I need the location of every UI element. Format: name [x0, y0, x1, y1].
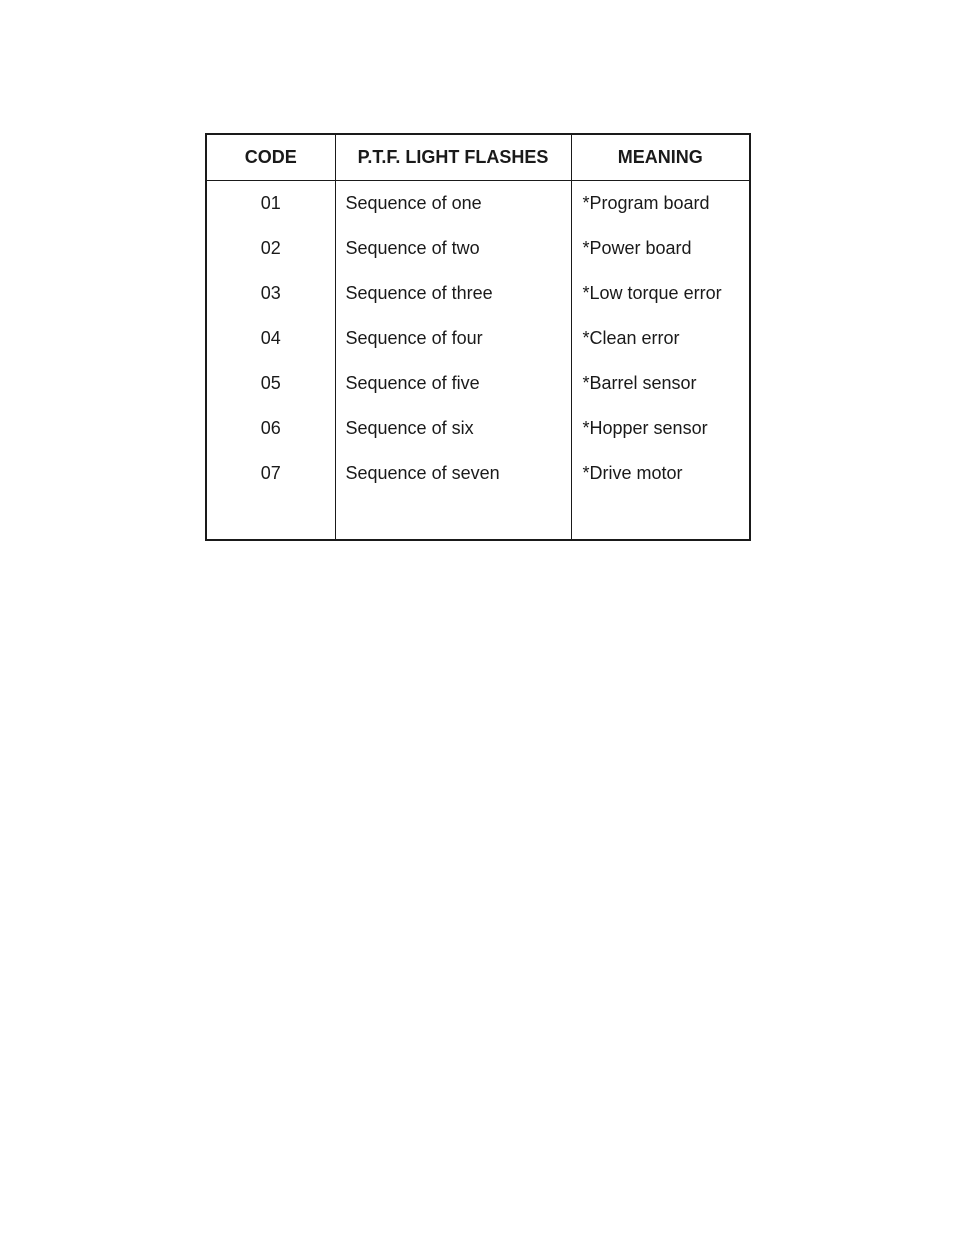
code-cell: 07: [260, 463, 281, 483]
table-header: [206, 134, 750, 181]
flashes-cell: Sequence of two: [335, 226, 571, 271]
table-row: [206, 271, 750, 316]
code-cell: 05: [260, 373, 281, 393]
code-cell: 06: [260, 418, 281, 438]
header-light-flashes: P.T.F. LIGHT FLASHES: [335, 134, 571, 181]
meaning-cell: *Clean error: [571, 316, 750, 361]
empty-cell: [206, 496, 335, 540]
header-meaning: MEANING: [571, 134, 750, 181]
code-cell: 04: [260, 328, 281, 348]
meaning-cell: *Low torque error: [571, 271, 750, 316]
meaning-cell: *Barrel sensor: [571, 361, 750, 406]
table-spacer-row: [206, 496, 750, 540]
header-code: CODE: [206, 134, 335, 181]
table-row: [206, 451, 750, 496]
flashes-cell: Sequence of six: [335, 406, 571, 451]
code-cell: 01: [260, 193, 281, 213]
table-body: [206, 181, 750, 541]
table-row: [206, 226, 750, 271]
meaning-cell: *Power board: [571, 226, 750, 271]
header-row: [206, 134, 750, 181]
empty-cell: [571, 496, 750, 540]
table-row: [206, 361, 750, 406]
meaning-cell: *Hopper sensor: [571, 406, 750, 451]
flashes-cell: Sequence of one: [335, 181, 571, 227]
error-code-table: [205, 133, 751, 541]
table-row: [206, 316, 750, 361]
flashes-cell: Sequence of three: [335, 271, 571, 316]
code-cell: 02: [260, 238, 281, 258]
flashes-cell: Sequence of seven: [335, 451, 571, 496]
meaning-cell: *Program board: [571, 181, 750, 227]
meaning-cell: *Drive motor: [571, 451, 750, 496]
code-cell: 03: [260, 283, 281, 303]
flashes-cell: Sequence of four: [335, 316, 571, 361]
empty-cell: [335, 496, 571, 540]
table-row: [206, 406, 750, 451]
table-row: [206, 181, 750, 227]
flashes-cell: Sequence of five: [335, 361, 571, 406]
